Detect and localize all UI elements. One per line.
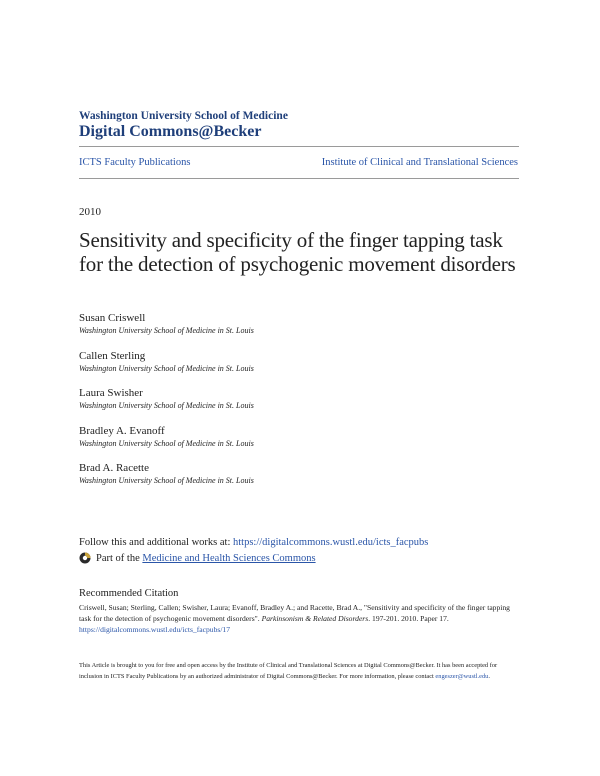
citation-heading: Recommended Citation: [79, 588, 179, 599]
citation-text: [79, 602, 519, 635]
author-affiliation: Washington University School of Medicine in St. Louis: [79, 476, 254, 485]
part-of-line: [79, 552, 316, 564]
notice-text: This Article is brought to you for free and open access by the Institute of Clinical and Translational Sciences at Digital Commons@Becker. It has been accepted for inclusion in ICTS Faculty Publications by an authorized administrator of Digital Commons@Becker. For more information, please contact: [79, 662, 498, 680]
author-name: Susan Criswell: [79, 312, 146, 324]
author-entry: [79, 425, 254, 463]
collection-link[interactable]: ICTS Faculty Publications: [79, 157, 191, 168]
citation-journal: Parkinsonism & Related Disorders: [261, 614, 369, 623]
author-name: Brad A. Racette: [79, 462, 149, 474]
author-name: Bradley A. Evanoff: [79, 424, 165, 437]
author-entry: [79, 387, 254, 425]
follow-label: Follow this and additional works at:: [79, 537, 233, 548]
citation-body: Criswell, Susan; Sterling, Callen; Swisher, Laura; Evanoff, Bradley A.; and Racette, Brad A., "Sensitivity and specificity of the finger tapping task for the detection of psychogenic movement disorders".: [79, 603, 510, 623]
author-list: [79, 312, 254, 500]
notice-end: .: [488, 673, 490, 680]
paper-title: Sensitivity and specificity of the finger tapping task for the detection of psychogenic movement disorders: [79, 228, 516, 276]
follow-line: [79, 537, 428, 548]
author-name: Callen Sterling: [79, 349, 146, 362]
access-notice: [79, 660, 519, 682]
publication-year: 2010: [79, 206, 101, 218]
institute-link[interactable]: Institute of Clinical and Translational Sciences: [321, 157, 518, 168]
author-affiliation: Washington University School of Medicine in St. Louis: [79, 363, 254, 373]
author-name: Laura Swisher: [79, 387, 143, 399]
author-affiliation: Washington University School of Medicine in St. Louis: [79, 326, 254, 335]
author-entry: [79, 312, 254, 350]
commons-network-icon: [79, 552, 91, 564]
institution-name: Washington University School of Medicine: [79, 110, 288, 122]
repository-name[interactable]: Digital Commons@Becker: [79, 123, 262, 140]
part-of-label: Part of the: [96, 552, 140, 564]
author-entry: [79, 462, 254, 500]
author-entry: [79, 350, 254, 388]
citation-url-link[interactable]: https://digitalcommons.wustl.edu/icts_facpubs/17: [79, 625, 231, 634]
collection-url-link[interactable]: https://digitalcommons.wustl.edu/icts_facpubs: [233, 537, 429, 548]
medicine-commons-link[interactable]: Medicine and Health Sciences Commons: [142, 552, 316, 564]
citation-pages: . 197-201. 2010. Paper 17.: [368, 614, 449, 623]
top-divider: [79, 146, 519, 147]
nav-divider: [79, 178, 519, 179]
author-affiliation: Washington University School of Medicine in St. Louis: [79, 401, 254, 410]
author-affiliation: Washington University School of Medicine in St. Louis: [79, 438, 254, 448]
contact-email-link[interactable]: engeszer@wustl.edu: [435, 673, 489, 680]
